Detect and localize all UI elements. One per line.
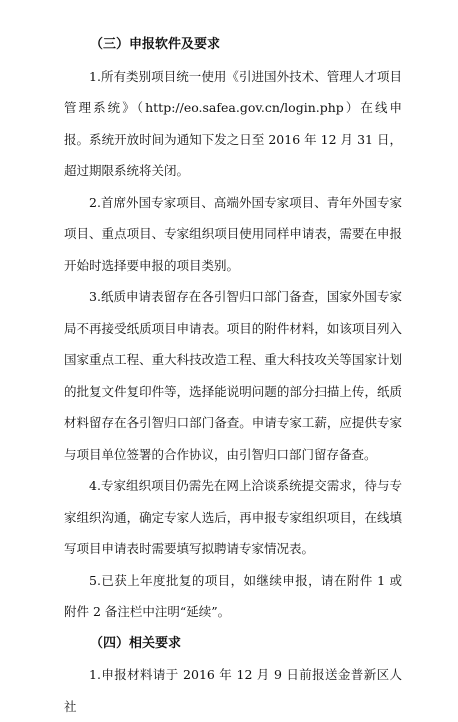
section-heading-related: （四）相关要求 xyxy=(90,635,182,651)
paragraph-item-4: 4.专家组织项目仍需先在网上洽谈系统提交需求，待与专家组织沟通，确定专家人选后，再申报专家组织项目，在线填写项目申请表时需要填写拟聘请专家情况表。 xyxy=(64,478,402,556)
paragraph-related-item-1: 1.申报材料请于 2016 年 12 月 9 日前报送金普新区人社 xyxy=(64,667,402,714)
section-heading-requirements: （三）申报软件及要求 xyxy=(90,37,221,52)
paragraph-item-1: 1.所有类别项目统一使用《引进国外技术、管理人才项目管理系统》（http://eo.safea.gov.cn/login.php）在线申报。系统开放时间为通知下发之日至 2016 年 12 月 31 日，超过期限系统将关闭。 xyxy=(64,68,402,178)
paragraph-item-5: 5.已获上年度批复的项目，如继续申报，请在附件 1 或附件 2 备注栏中注明“延续”。 xyxy=(64,572,402,619)
paragraph-item-2: 2.首席外国专家项目、高端外国专家项目、青年外国专家项目、重点项目、专家组织项目使用同样申请表，需要在申报开始时选择要申报的项目类别。 xyxy=(64,194,402,273)
paragraph-item-3: 3.纸质申请表留存在各引智归口部门备查，国家外国专家局不再接受纸质项目申请表。项目的附件材料，如该项目列入国家重点工程、重大科技改造工程、重大科技攻关等国家计划的批复文件复印件等，选择能说明问题的部分扫描上传，纸质材料留存在各引智归口部门备查。申请专家工薪，应提供专家与项目单位签署的合作协议，由引智归口部门留存备查。 xyxy=(64,289,402,462)
